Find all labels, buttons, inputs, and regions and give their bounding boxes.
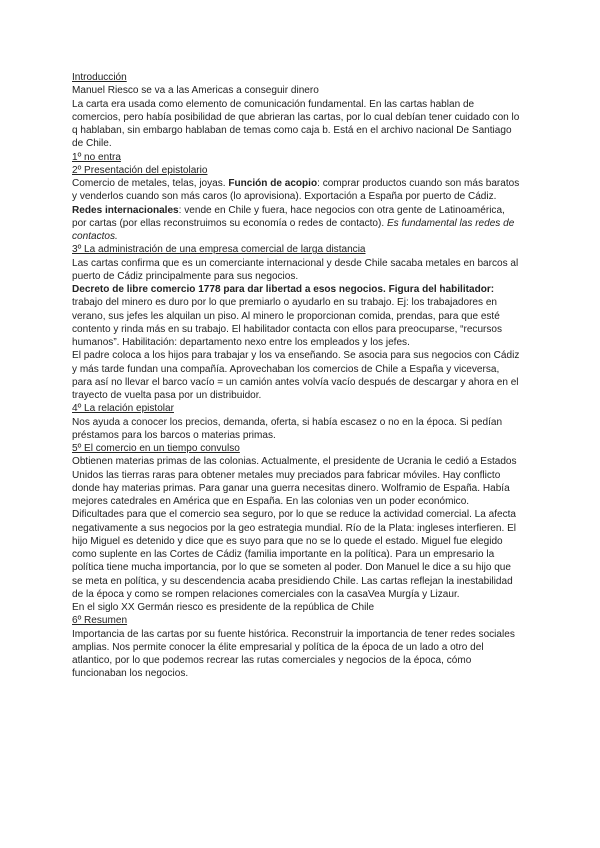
section-2-text-start: Comercio de metales, telas, joyas.	[72, 178, 229, 189]
section-2-italic: Es fundamental las redes de contactos.	[72, 217, 515, 242]
section-3-text-habilitador: trabajo del minero es duro por lo que premiarlo o ayudarlo en su trabajo. Ej: los trabajadores en verano, sus jefes les alquilan un piso. Al minero le proporcionan comida, prendas, para que esté contento y rinda más en su trabajo. El habilitador contacta con ellos para preocuparse, “recursos humanos”. Habilitación: departamento nexo entre los empleados y los jefes.	[72, 297, 503, 348]
heading-section-3: 3º La administración de una empresa comercial de larga distancia	[72, 244, 366, 256]
intro-paragraph: La carta era usada como elemento de comunicación fundamental. En las cartas hablan de comercios, pero había posibilidad de que abrieran las cartas, por lo cual debían tener cuidado con lo q hablaban, sin embargo hablaban de temas como caja b. Está en el archivo nacional De Santiago de Chile.	[72, 98, 520, 150]
section-2-paragraph	[72, 177, 522, 243]
section-2-text-mid: : comprar productos cuando son más baratos y venderlos cuando son más caros (lo aprovisiona). Exportación a España por puerto de Cádiz.	[72, 178, 520, 203]
section-3-paragraph-3: El padre coloca a los hijos para trabajar y los va enseñando. Se asocia para sus negocios con Cádiz y más tarde fundan una compañía. Aprovechaban los comercios de Chile a España y viceversa, para así no llevar el barco vacío = un camión antes volvía vacío después de descargar y ahora en el trayecto de vuelta pasa por un distribuidor.	[72, 350, 520, 401]
section-3-bold-decreto: Decreto de libre comercio 1778 para dar libertad a esos negocios. Figura del habilitador:	[72, 284, 495, 295]
section-5-paragraph-2: En el siglo XX Germán riesco es presidente de la república de Chile	[72, 602, 375, 613]
section-3-paragraph-2	[72, 283, 522, 349]
heading-section-2: 2º Presentación del epistolario	[72, 164, 208, 176]
intro-line: Manuel Riesco se va a las Americas a conseguir dinero	[72, 85, 319, 97]
section-2-text-end: : vende en Chile y fuera, hace negocios con otra gente de Latinoamérica, por cartas (por ellas reconstruimos su economía o redes de contacto).	[72, 204, 505, 229]
section-2-bold-acopio: Función de acopio	[228, 178, 318, 189]
section-5-paragraph: Obtienen materias primas de las colonias. Actualmente, el presidente de Ucrania le cedió a Estados Unidos las tierras raras para obtener metales muy preciados para fabricar móviles. Hay conflicto donde hay materias primas. Para ganar una guerra necesitas dinero. Wolframio de España. Había mejores catedrales en América que en España. En las colonias ven un poder económico. Dificultades para que el comercio sea seguro, por lo que se reduce la actividad comercial. La afecta negativamente a sus negocios por la geo estrategia mundial. Río de la Plata: ingleses interfieren. El hijo Miguel es detenido y dice que es suyo para que no se lo quede el estado. Miguel fue elegido como suplente en las Cortes de Cádiz (familia importante en la política). Para un empresario la política tiene mucha importancia, por lo que se someten al poder. Don Manuel le dice a su hijo que se meta en política, y su descendencia acaba presidiendo Chile. Las cartas reflejan la inestabilidad de la época y como se rompen relaciones comerciales con la casaVea Murgía y Lizaur.	[72, 456, 517, 600]
heading-section-4: 4º La relación epistolar	[72, 403, 174, 415]
section-4-paragraph: Nos ayuda a conocer los precios, demanda, oferta, si había escasez o no en la época. Si pedían préstamos para los barcos o materias primas.	[72, 416, 503, 441]
heading-section-6: 6º Resumen	[72, 615, 128, 627]
heading-section-1: 1º no entra	[72, 151, 121, 163]
document-page	[72, 71, 522, 681]
section-3-paragraph-1: Las cartas confirma que es un comerciante internacional y desde Chile sacaba metales en barcos al puerto de Cádiz principalmente para sus negocios.	[72, 257, 519, 282]
heading-section-5: 5º El comercio en un tiempo convulso	[72, 443, 240, 454]
heading-introduccion: Introducción	[72, 72, 127, 83]
section-6-paragraph: Importancia de las cartas por su fuente histórica. Reconstruir la importancia de tener redes sociales amplias. Nos permite conocer la élite empresarial y política de la época de un lado a otro del atlantico, por lo que podemos recrear las rutas comerciales y negocios de la época, cómo funcionaban los negocios.	[72, 628, 515, 680]
section-2-bold-redes: Redes internacionales	[72, 204, 179, 216]
